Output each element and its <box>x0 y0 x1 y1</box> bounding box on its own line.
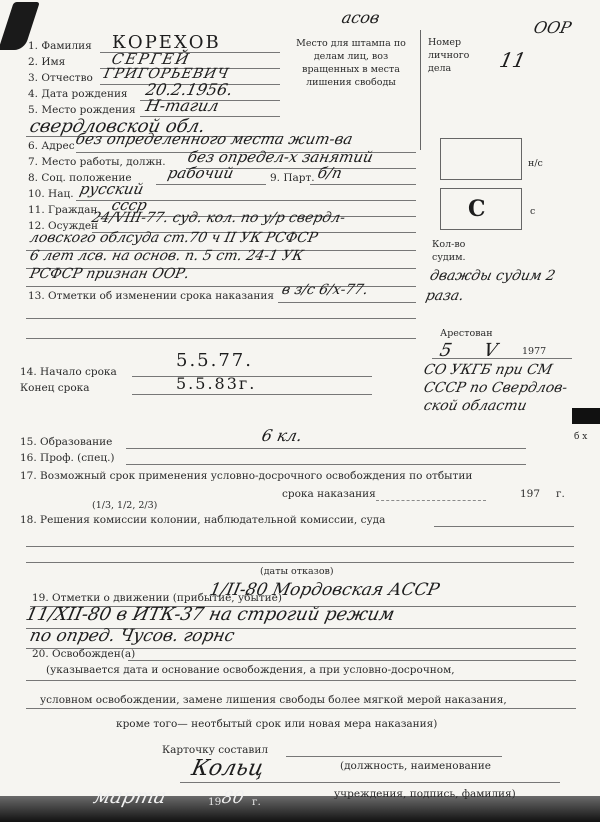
field-party-value: б/п <box>316 164 344 182</box>
stamp-divider <box>420 30 421 150</box>
field-nationality-label: 10. Нац. <box>28 188 74 200</box>
field-parole-year: 197 <box>520 488 541 500</box>
field-work-value: без определ-х занятий <box>186 148 375 166</box>
field-convicted-line-1: 24/VIII-77. суд. кол. по у/р свердл- <box>90 210 347 226</box>
field-surname-label: 1. Фамилия <box>28 40 92 52</box>
convictions-count-label: Кол-во судим. <box>432 239 466 263</box>
top-oop-note: ООР <box>531 18 574 37</box>
field-convicted-line-2: ловского облсуда ст.70 ч II УК РСФСР <box>28 230 320 246</box>
stamp-box-label: Место для штампа по делам лиц, воз вращенных в места лишения свободы <box>296 38 406 88</box>
field-parole-fractions: (1/3, 1/2, 2/3) <box>92 500 158 511</box>
field-commission-label: 18. Решения комиссии колонии, наблюдательной комиссии, суда <box>20 514 386 526</box>
field-movement-value-3: по опред. Чусов. горнс <box>27 626 237 646</box>
field-birthplace-label: 5. Место рождения <box>28 104 136 116</box>
case-number-label: Номер личного дела <box>428 37 470 74</box>
field-convicted-label: 12. Осужден <box>28 220 99 232</box>
field-term-change-value: в з/с 6/х-77. <box>280 282 370 298</box>
field-patronymic-label: 3. Отчество <box>28 72 93 84</box>
field-surname-value: КОРЕХОВ <box>112 32 221 53</box>
field-convicted-line-4: РСФСР признан ООР. <box>28 266 191 282</box>
field-term-start-label: 14. Начало срока <box>20 366 117 378</box>
field-term-end-value: 5.5.83г. <box>176 374 257 393</box>
field-term-start-value: 5.5.77. <box>176 350 253 371</box>
field-dob-label: 4. Дата рождения <box>28 88 128 100</box>
field-education-label: 15. Образование <box>20 436 113 448</box>
c-box-value: С <box>468 196 486 222</box>
field-birthplace-value-2: свердловской обл. <box>27 116 208 137</box>
arrested-year: 1977 <box>522 346 547 357</box>
field-profession-label: 16. Проф. (спец.) <box>20 452 115 464</box>
field-movement-value-1: 1/ІІ-80 Мордовская АССР <box>207 580 442 600</box>
field-release-note-1: (указывается дата и основание освобождения, а при условно-досрочном, <box>46 664 455 676</box>
field-name-value: СЕРГЕЙ <box>110 50 193 68</box>
field-parole-term: срока наказания <box>282 488 376 500</box>
signature: Кольц <box>189 756 267 781</box>
field-release-label: 20. Освобожден(а) <box>32 648 136 660</box>
ns-box <box>440 138 522 180</box>
field-parole-year-suffix: г. <box>556 488 565 500</box>
field-parole-label: 17. Возможный срок применения условно-досрочного освобождения по отбытии <box>20 470 473 482</box>
right-edge-marks: б х <box>574 432 588 442</box>
right-edge-stain <box>572 408 600 424</box>
arrested-place-2: СССР по Свердлов- <box>422 380 569 396</box>
field-refusal-dates: (даты отказов) <box>260 566 334 577</box>
field-social-value: рабочий <box>166 164 236 182</box>
arrested-label: Арестован <box>440 328 493 339</box>
composed-by-label: Карточку составил <box>162 744 268 756</box>
date-month: марта <box>91 784 169 808</box>
field-citizenship-label: 11. Граждан. <box>28 204 101 216</box>
field-citizenship-value: ссср <box>110 196 149 214</box>
field-party-label: 9. Парт. <box>270 172 315 184</box>
field-patronymic-value: ГРИГОРЬЕВИЧ <box>102 66 231 82</box>
field-release-note-2: условном освобождении, замене лишения свободы более мягкой мерой наказания, <box>40 694 507 706</box>
top-handwritten-note: асов <box>339 8 382 27</box>
field-movement-label: 19. Отметки о движении (прибытие, убытие) <box>32 592 282 604</box>
field-movement-value-2: 11/XII-80 в ИТК-37 на строгий режим <box>23 604 397 625</box>
field-work-label: 7. Место работы, должн. <box>28 156 166 168</box>
case-number-value: 11 <box>497 48 529 72</box>
arrested-month: V <box>481 340 500 361</box>
c-label: с <box>530 206 536 217</box>
field-term-change-label: 13. Отметки об изменении срока наказания <box>28 290 274 302</box>
field-education-value: 6 кл. <box>259 426 305 445</box>
date-year: 80 <box>219 788 246 808</box>
field-term-end-label: Конец срока <box>20 382 90 394</box>
field-social-label: 8. Соц. положение <box>28 172 132 184</box>
field-release-note-3: кроме того— неотбытый срок или новая мера наказания) <box>116 718 438 730</box>
field-nationality-value: русский <box>78 180 146 198</box>
field-address-label: 6. Адрес <box>28 140 75 152</box>
arrested-place-3: ской области <box>422 398 529 414</box>
convictions-count-value: дважды судим 2 раза. <box>424 268 557 304</box>
composed-by-position: (должность, наименование <box>340 760 491 772</box>
field-dob-value: 20.2.1956. <box>143 80 235 99</box>
ns-label: н/с <box>528 158 543 169</box>
date-year-prefix: 19 <box>208 796 222 808</box>
field-name-label: 2. Имя <box>28 56 66 68</box>
field-birthplace-value-1: Н-тагил <box>143 96 221 115</box>
field-address-value: без определенного места жит-ва <box>74 130 355 148</box>
field-convicted-line-3: 6 лет лсв. на основ. п. 5 ст. 24-1 УК <box>28 248 305 264</box>
composed-by-institution: учреждения, подпись, фамилия) <box>334 788 516 800</box>
arrested-place-1: СО УКГБ при СМ <box>422 362 554 378</box>
date-year-suffix: г. <box>252 796 261 808</box>
arrested-day: 5 <box>437 340 454 361</box>
